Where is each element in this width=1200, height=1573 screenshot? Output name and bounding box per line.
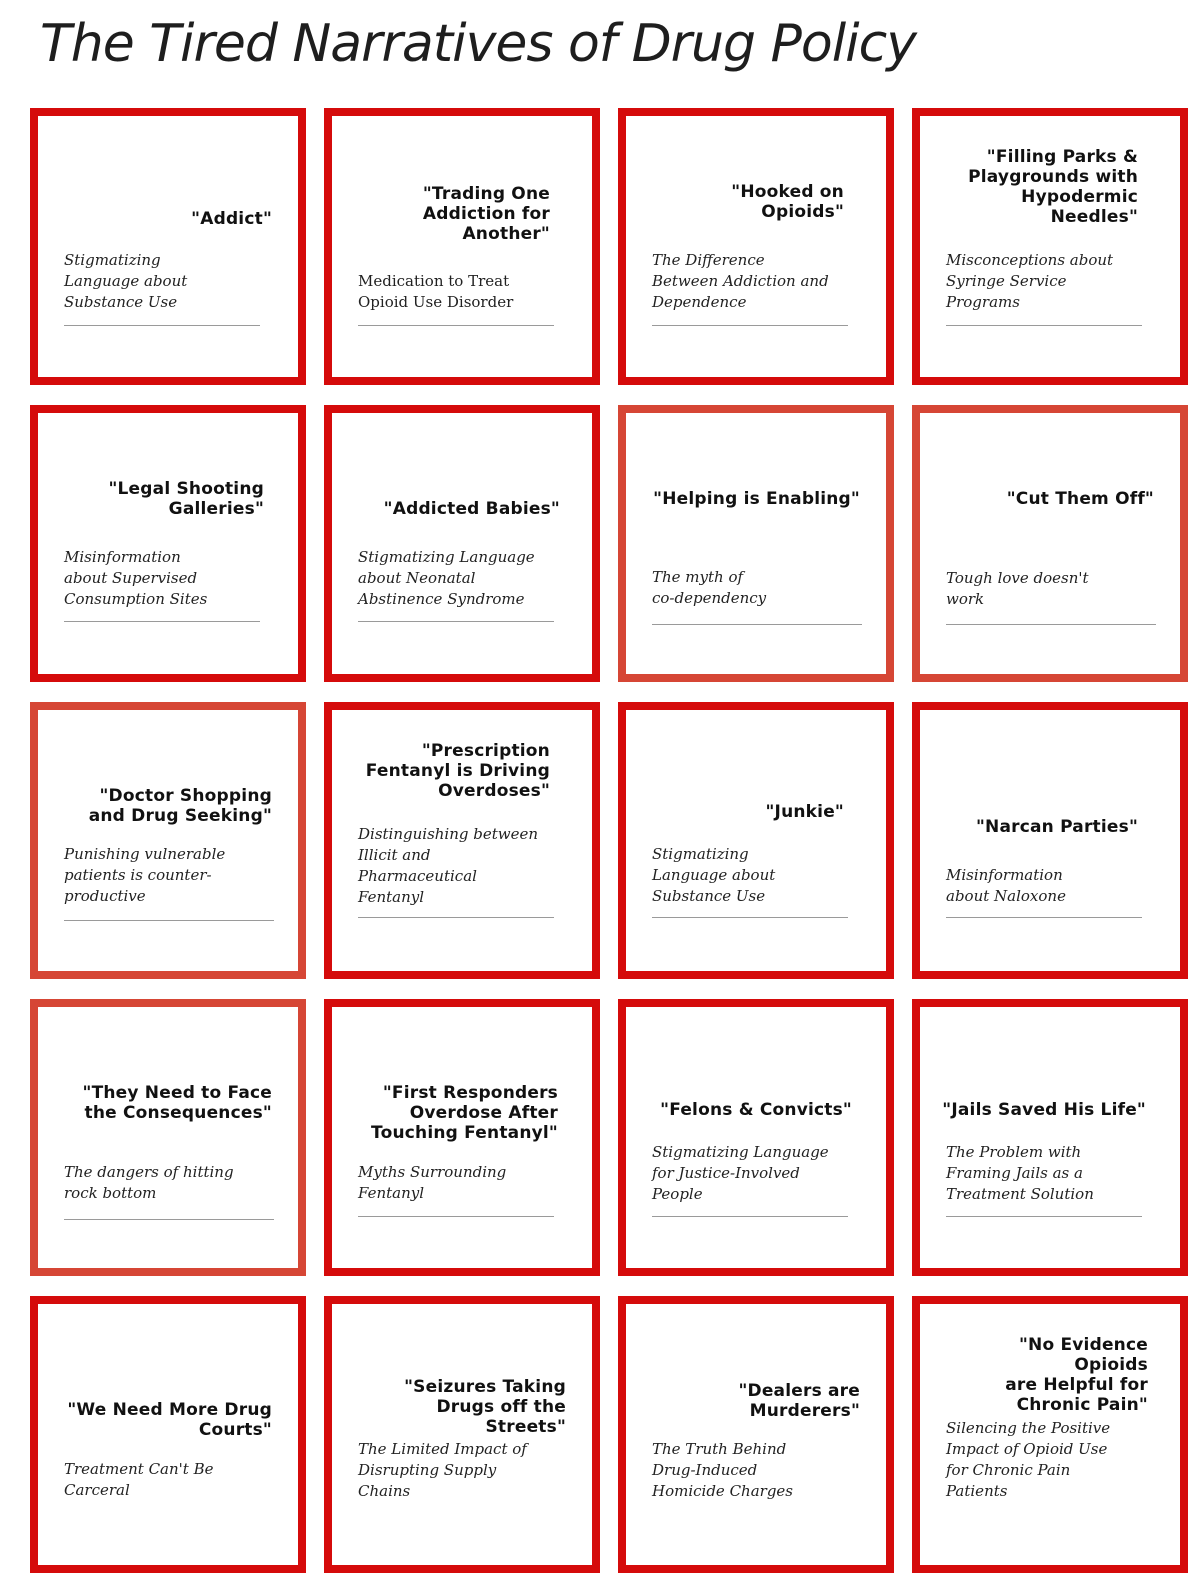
card-heading: "Addict"	[191, 209, 272, 229]
card-subtitle: Stigmatizing Language about Neonatal Abstinence Syndrome	[358, 548, 535, 608]
card-subtitle: Tough love doesn't work	[946, 569, 1089, 608]
card-heading: "Doctor Shopping and Drug Seeking"	[88, 786, 272, 826]
card-subtitle: The Difference Between Addiction and Dependence	[652, 251, 829, 311]
card-heading: "We Need More Drug Courts"	[67, 1400, 272, 1440]
card-subtitle: Treatment Can't Be Carceral	[64, 1460, 214, 1499]
card-divider	[64, 920, 274, 921]
card-divider	[358, 621, 554, 622]
card-subtitle: Punishing vulnerable patients is counter- productive	[64, 845, 226, 905]
narrative-card[interactable]	[324, 999, 600, 1276]
card-divider	[358, 1216, 554, 1217]
card-heading: "Dealers are Murderers"	[738, 1381, 860, 1421]
narrative-card[interactable]	[912, 702, 1188, 979]
card-subtitle: Myths Surrounding Fentanyl	[358, 1163, 507, 1202]
narrative-card[interactable]	[912, 405, 1188, 682]
card-subtitle: Medication to Treat Opioid Use Disorder	[358, 272, 514, 311]
card-subtitle: Distinguishing between Illicit and Pharmaceutical Fentanyl	[358, 825, 539, 906]
card-heading: "Addicted Babies"	[383, 499, 560, 519]
narrative-card[interactable]	[324, 702, 600, 979]
narrative-card[interactable]	[30, 405, 306, 682]
narrative-card[interactable]	[618, 702, 894, 979]
narrative-card[interactable]	[618, 405, 894, 682]
narrative-card[interactable]	[324, 108, 600, 385]
card-divider	[358, 325, 554, 326]
card-divider	[358, 917, 554, 918]
narrative-card[interactable]	[618, 999, 894, 1276]
card-subtitle: Stigmatizing Language for Justice-Involved People	[652, 1143, 829, 1203]
card-divider	[64, 1219, 274, 1220]
card-heading: "Seizures Taking Drugs off the Streets"	[404, 1377, 566, 1437]
card-subtitle: Misinformation about Supervised Consumption Sites	[64, 548, 208, 608]
card-heading: "Legal Shooting Galleries"	[108, 479, 264, 519]
card-subtitle: Stigmatizing Language about Substance Use	[64, 251, 188, 311]
card-heading: "No Evidence Opioids are Helpful for Chronic Pain"	[1005, 1335, 1148, 1415]
card-divider	[652, 1216, 848, 1217]
card-subtitle: Silencing the Positive Impact of Opioid Use for Chronic Pain Patients	[946, 1419, 1111, 1500]
card-divider	[652, 325, 848, 326]
card-subtitle: The Limited Impact of Disrupting Supply Chains	[358, 1440, 527, 1500]
card-heading: "They Need to Face the Consequences"	[82, 1083, 272, 1123]
card-heading: "Felons & Convicts"	[660, 1100, 852, 1120]
narrative-card[interactable]	[30, 999, 306, 1276]
narrative-card[interactable]	[912, 1296, 1188, 1573]
card-subtitle: The dangers of hitting rock bottom	[64, 1163, 234, 1202]
card-subtitle: The myth of co-dependency	[652, 568, 767, 607]
narrative-card[interactable]	[324, 405, 600, 682]
card-subtitle: Misconceptions about Syringe Service Programs	[946, 251, 1114, 311]
card-divider	[946, 325, 1142, 326]
card-heading: "Helping is Enabling"	[653, 489, 860, 509]
card-divider	[946, 917, 1142, 918]
card-divider	[64, 621, 260, 622]
card-heading: "Cut Them Off"	[1006, 489, 1154, 509]
card-heading: "Narcan Parties"	[975, 817, 1138, 837]
card-heading: "First Responders Overdose After Touching Fentanyl"	[371, 1083, 558, 1143]
narrative-card[interactable]	[618, 1296, 894, 1573]
narrative-card[interactable]	[912, 108, 1188, 385]
narrative-card-grid	[30, 108, 1188, 1573]
card-heading: "Prescription Fentanyl is Driving Overdoses"	[365, 741, 550, 801]
card-heading: "Junkie"	[765, 802, 844, 822]
card-divider	[946, 624, 1156, 625]
card-heading: "Jails Saved His Life"	[942, 1100, 1146, 1120]
narrative-card[interactable]	[912, 999, 1188, 1276]
narrative-card[interactable]	[30, 702, 306, 979]
card-heading: "Trading One Addiction for Another"	[422, 184, 550, 244]
narrative-card[interactable]	[324, 1296, 600, 1573]
narrative-card[interactable]	[30, 1296, 306, 1573]
card-divider	[652, 917, 848, 918]
card-subtitle: The Problem with Framing Jails as a Treatment Solution	[946, 1143, 1094, 1203]
narrative-card[interactable]	[30, 108, 306, 385]
card-divider	[64, 325, 260, 326]
page-title: The Tired Narratives of Drug Policy	[40, 14, 916, 74]
card-divider	[652, 624, 862, 625]
card-heading: "Filling Parks & Playgrounds with Hypodermic Needles"	[968, 147, 1138, 227]
card-subtitle: Misinformation about Naloxone	[946, 866, 1066, 905]
narrative-card[interactable]	[618, 108, 894, 385]
card-subtitle: Stigmatizing Language about Substance Use	[652, 845, 776, 905]
card-divider	[946, 1216, 1142, 1217]
card-subtitle: The Truth Behind Drug-Induced Homicide Charges	[652, 1440, 794, 1500]
card-heading: "Hooked on Opioids"	[731, 182, 844, 222]
